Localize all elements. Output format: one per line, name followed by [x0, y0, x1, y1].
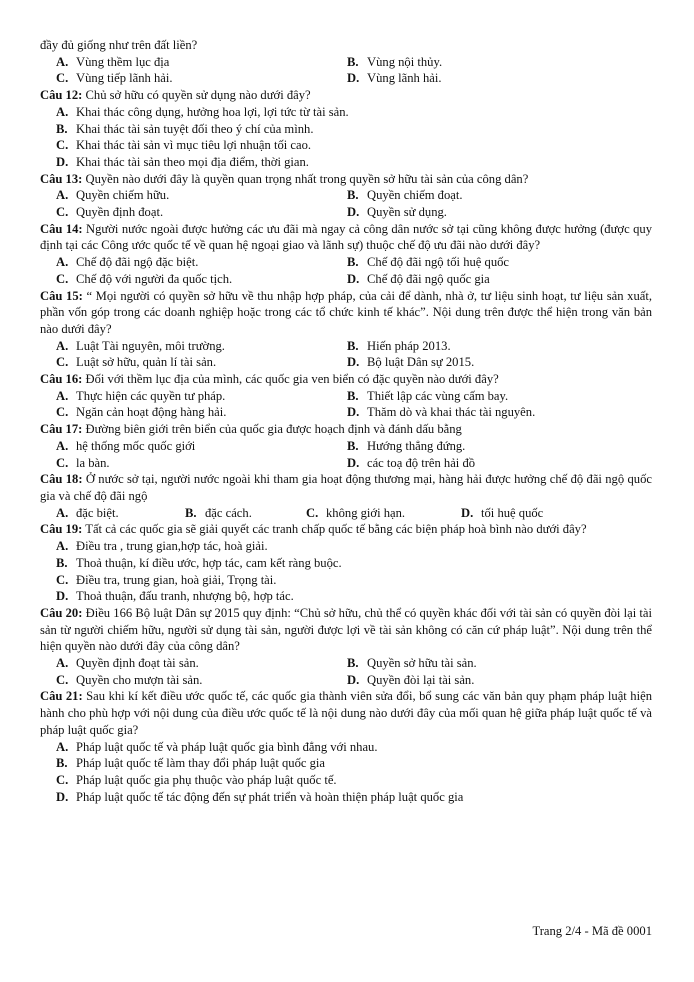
option-label: D. — [347, 71, 360, 86]
option-a — [40, 538, 652, 555]
option-d — [347, 271, 652, 288]
option-text: đặc biệt. — [76, 505, 119, 520]
option-label: C. — [56, 205, 69, 220]
option-label: D. — [347, 672, 360, 687]
option-text: la bàn. — [76, 455, 110, 470]
option-text: Chế độ đãi ngộ quốc gia — [367, 271, 490, 286]
question-number: Câu 16: — [40, 372, 83, 387]
option-text: Luật Tài nguyên, môi trường. — [76, 338, 225, 353]
option-label: A. — [56, 739, 69, 754]
option-b — [347, 187, 652, 204]
question-stem — [40, 471, 652, 504]
option-label: A. — [56, 539, 69, 554]
option-text: Quyền định đoạt. — [76, 205, 164, 220]
exam-page — [40, 37, 652, 805]
option-label: A. — [56, 255, 69, 270]
answer-options — [40, 739, 652, 806]
option-label: C. — [56, 405, 69, 420]
question-stem — [40, 171, 652, 188]
option-label: C. — [306, 505, 319, 520]
option-text: Thăm dò và khai thác tài nguyên. — [367, 405, 536, 420]
option-text: Chế độ với người đa quốc tịch. — [76, 271, 233, 286]
option-text: Quyền sử dụng. — [367, 205, 447, 220]
question-number: Câu 14: — [40, 221, 83, 236]
option-c — [40, 204, 347, 221]
option-text: Khai thác tài sản theo mọi địa điểm, thời gian. — [76, 154, 309, 169]
option-label: B. — [347, 338, 359, 353]
option-label: B. — [347, 656, 359, 671]
option-c — [40, 137, 652, 154]
option-b — [347, 338, 652, 355]
option-b — [185, 505, 306, 522]
option-label: D. — [461, 505, 474, 520]
question-number: Câu 17: — [40, 422, 83, 437]
option-label: D. — [347, 355, 360, 370]
option-label: D. — [56, 589, 69, 604]
option-label: C. — [56, 138, 69, 153]
option-label: A. — [56, 104, 69, 119]
option-text: Quyền sở hữu tài sản. — [367, 656, 477, 671]
option-text: Điều tra, trung gian, hoà giải, Trọng tài. — [76, 572, 277, 587]
option-label: A. — [56, 338, 69, 353]
question-stem — [40, 521, 652, 538]
option-text: Vùng thềm lục địa — [76, 54, 170, 69]
option-d — [461, 505, 652, 522]
question-number: Câu 20: — [40, 605, 83, 620]
question-stem — [40, 605, 652, 655]
question-14 — [40, 221, 652, 288]
option-d — [40, 588, 652, 605]
option-label: A. — [56, 188, 69, 203]
answer-options — [40, 438, 652, 471]
option-c — [40, 455, 347, 472]
option-text: Quyền đòi lại tài sản. — [367, 672, 475, 687]
option-text: Thoả thuận, kí điều ước, hợp tác, cam kết ràng buộc. — [76, 555, 342, 570]
option-b — [347, 655, 652, 672]
option-d — [40, 789, 652, 806]
option-c — [40, 271, 347, 288]
option-a — [40, 739, 652, 756]
question-text: Quyền nào dưới đây là quyền quan trọng nhất trong quyền sở hữu tài sản của công dân? — [82, 171, 529, 186]
option-label: A. — [56, 438, 69, 453]
option-text: Khai thác tài sản vì mục tiêu lợi nhuận tối cao. — [76, 138, 312, 153]
option-label: B. — [185, 505, 197, 520]
option-text: Điều tra , trung gian,hợp tác, hoà giải. — [76, 539, 268, 554]
option-text: Khai thác tài sản tuyệt đối theo ý chí của mình. — [76, 121, 314, 136]
question-stem — [40, 87, 652, 104]
option-text: Pháp luật quốc tế và pháp luật quốc gia bình đẳng với nhau. — [76, 739, 378, 754]
option-text: các toạ độ trên hải đồ — [367, 455, 476, 470]
option-text: tối huệ quốc — [481, 505, 544, 520]
option-a — [40, 54, 347, 71]
answer-options — [40, 338, 652, 371]
option-a — [40, 104, 652, 121]
option-text: Hiến pháp 2013. — [367, 338, 451, 353]
question-number: Câu 18: — [40, 472, 83, 487]
question-text: Đường biên giới trên biển của quốc gia được hoạch định và đánh dấu bằng — [82, 422, 462, 437]
option-text: Khai thác công dụng, hưởng hoa lợi, lợi tức từ tài sản. — [76, 104, 349, 119]
option-d — [347, 672, 652, 689]
answer-options — [40, 104, 652, 171]
option-c — [306, 505, 461, 522]
question-number: Câu 15: — [40, 288, 83, 303]
option-text: không giới hạn. — [326, 505, 406, 520]
option-c — [40, 70, 347, 87]
option-a — [40, 254, 347, 271]
option-text: Pháp luật quốc gia phụ thuộc vào pháp luật quốc tế. — [76, 772, 337, 787]
option-a — [40, 505, 185, 522]
question-number: Câu 21: — [40, 689, 83, 704]
option-label: A. — [56, 388, 69, 403]
option-a — [40, 438, 347, 455]
option-b — [347, 54, 652, 71]
option-label: A. — [56, 656, 69, 671]
option-a — [40, 187, 347, 204]
option-label: C. — [56, 672, 69, 687]
option-label: D. — [56, 789, 69, 804]
option-label: B. — [347, 188, 359, 203]
option-text: Pháp luật quốc tế tác động đến sự phát triển và hoàn thiện pháp luật quốc gia — [76, 789, 464, 804]
option-label: B. — [347, 255, 359, 270]
option-text: Vùng tiếp lãnh hải. — [76, 71, 173, 86]
option-label: C. — [56, 355, 69, 370]
answer-options — [40, 187, 652, 220]
option-label: C. — [56, 572, 69, 587]
option-label: C. — [56, 71, 69, 86]
option-d — [347, 455, 652, 472]
option-d — [347, 204, 652, 221]
option-text: Quyền cho mượn tài sản. — [76, 672, 203, 687]
option-b — [40, 555, 652, 572]
option-text: Hướng thẳng đứng. — [367, 438, 466, 453]
option-d — [347, 404, 652, 421]
option-label: A. — [56, 54, 69, 69]
question-11-continuation — [40, 37, 652, 87]
question-text: Sau khi kí kết điều ước quốc tế, các quốc gia thành viên sửa đổi, bổ sung các văn bản quy phạm pháp luật hiện hành cho phù hợp với nội dung của điều ước quốc tế là nội dung nào dưới đây của mối quan hệ giữa pháp luật quốc tế và pháp luật quốc gia? — [40, 689, 652, 737]
page-footer: Trang 2/4 - Mã đề 0001 — [532, 924, 652, 938]
question-text: “ Mọi người có quyền sở hữu về thu nhập hợp pháp, của cải để dành, nhà ở, tư liệu sinh hoạt, tư liệu sản xuất, phần vốn góp trong các doanh nghiệp hoặc trong các tổ chức kinh tế khác”. Nội dung trên được thể hiện trong văn bản nào dưới đây? — [40, 288, 652, 336]
option-c — [40, 772, 652, 789]
question-18 — [40, 471, 652, 521]
option-text: Bộ luật Dân sự 2015. — [367, 355, 475, 370]
option-c — [40, 404, 347, 421]
option-text: Ngăn cản hoạt động hàng hải. — [76, 405, 227, 420]
option-label: B. — [56, 555, 68, 570]
option-text: Vùng nội thủy. — [367, 54, 443, 69]
option-b — [347, 388, 652, 405]
option-label: D. — [347, 205, 360, 220]
option-label: B. — [56, 756, 68, 771]
question-text: Điều 166 Bộ luật Dân sự 2015 quy định: “Chủ sở hữu, chủ thể có quyền khác đối với tài sản có quyền đòi lại tài sản từ người chiếm hữu, người sử dụng tài sản, người được lợi về tài sản không có căn cứ pháp luật”. Nội dung trên thể hiện quyền nào dưới đây của công dân? — [40, 605, 653, 654]
option-a — [40, 655, 347, 672]
answer-options — [40, 538, 652, 605]
option-c — [40, 672, 347, 689]
option-label: D. — [56, 154, 69, 169]
answer-options — [40, 388, 652, 421]
option-text: Quyền chiếm đoạt. — [367, 188, 463, 203]
option-label: C. — [56, 271, 69, 286]
option-label: B. — [347, 438, 359, 453]
option-a — [40, 388, 347, 405]
option-label: D. — [347, 405, 360, 420]
question-text: Tất cả các quốc gia sẽ giải quyết các tranh chấp quốc tế bằng các biện pháp hoà bình nào dưới đây? — [82, 522, 587, 537]
option-text: Luật sở hữu, quản lí tài sản. — [76, 355, 217, 370]
option-text: Thiết lập các vùng cấm bay. — [367, 388, 509, 403]
option-c — [40, 354, 347, 371]
option-b — [40, 755, 652, 772]
option-d — [347, 70, 652, 87]
question-stem — [40, 421, 652, 438]
option-c — [40, 572, 652, 589]
option-label: A. — [56, 505, 69, 520]
option-d — [347, 354, 652, 371]
question-text: Người nước ngoài được hưởng các ưu đãi mà ngay cả công dân nước sở tại cũng không được hưởng (được quy định tại các Công ước quốc tế về quan hệ ngoại giao và lãnh sự) thuộc chế độ ưu đãi nào dưới đây? — [40, 221, 652, 253]
option-label: C. — [56, 455, 69, 470]
option-text: Chế độ đãi ngộ đặc biệt. — [76, 255, 199, 270]
question-stem — [40, 288, 652, 338]
question-number: Câu 13: — [40, 171, 83, 186]
option-text: hệ thống mốc quốc giới — [76, 438, 196, 453]
option-text: Vùng lãnh hải. — [367, 71, 442, 86]
answer-options — [40, 54, 652, 87]
question-13 — [40, 171, 652, 221]
option-text: Thực hiện các quyền tư pháp. — [76, 388, 226, 403]
answer-options — [40, 505, 652, 522]
question-16 — [40, 371, 652, 421]
answer-options — [40, 254, 652, 287]
option-text: Quyền định đoạt tài sản. — [76, 656, 199, 671]
question-text: Đối với thềm lục địa của mình, các quốc gia ven biển có đặc quyền nào dưới đây? — [82, 372, 499, 387]
question-number: Câu 19: — [40, 522, 83, 537]
question-text: Ở nước sở tại, người nước ngoài khi tham gia hoạt động thương mại, hàng hải được hưởng chế độ đãi ngộ quốc gia và chế độ đãi ngộ — [40, 472, 652, 503]
option-text: Chế độ đãi ngộ tối huệ quốc — [367, 255, 510, 270]
question-stem — [40, 688, 652, 738]
question-text: Chủ sở hữu có quyền sử dụng nào dưới đây? — [82, 88, 311, 103]
question-stem — [40, 371, 652, 388]
option-label: B. — [347, 388, 359, 403]
option-d — [40, 154, 652, 171]
question-number: Câu 12: — [40, 88, 83, 103]
question-15 — [40, 288, 652, 372]
question-20 — [40, 605, 652, 689]
option-text: Quyền chiếm hữu. — [76, 188, 170, 203]
option-label: B. — [347, 54, 359, 69]
option-b — [40, 121, 652, 138]
question-stem: đầy đủ giống như trên đất liền? — [40, 38, 198, 52]
option-b — [347, 438, 652, 455]
option-text: đặc cách. — [205, 505, 252, 520]
option-label: C. — [56, 772, 69, 787]
answer-options — [40, 655, 652, 688]
option-a — [40, 338, 347, 355]
question-17 — [40, 421, 652, 471]
option-text: Pháp luật quốc tế làm thay đổi pháp luật quốc gia — [76, 756, 326, 771]
option-b — [347, 254, 652, 271]
question-21 — [40, 688, 652, 805]
option-label: D. — [347, 455, 360, 470]
option-label: D. — [347, 271, 360, 286]
question-stem — [40, 221, 652, 254]
option-label: B. — [56, 121, 68, 136]
option-text: Thoả thuận, đấu tranh, nhượng bộ, hợp tác. — [76, 589, 294, 604]
question-19 — [40, 521, 652, 605]
question-12 — [40, 87, 652, 171]
